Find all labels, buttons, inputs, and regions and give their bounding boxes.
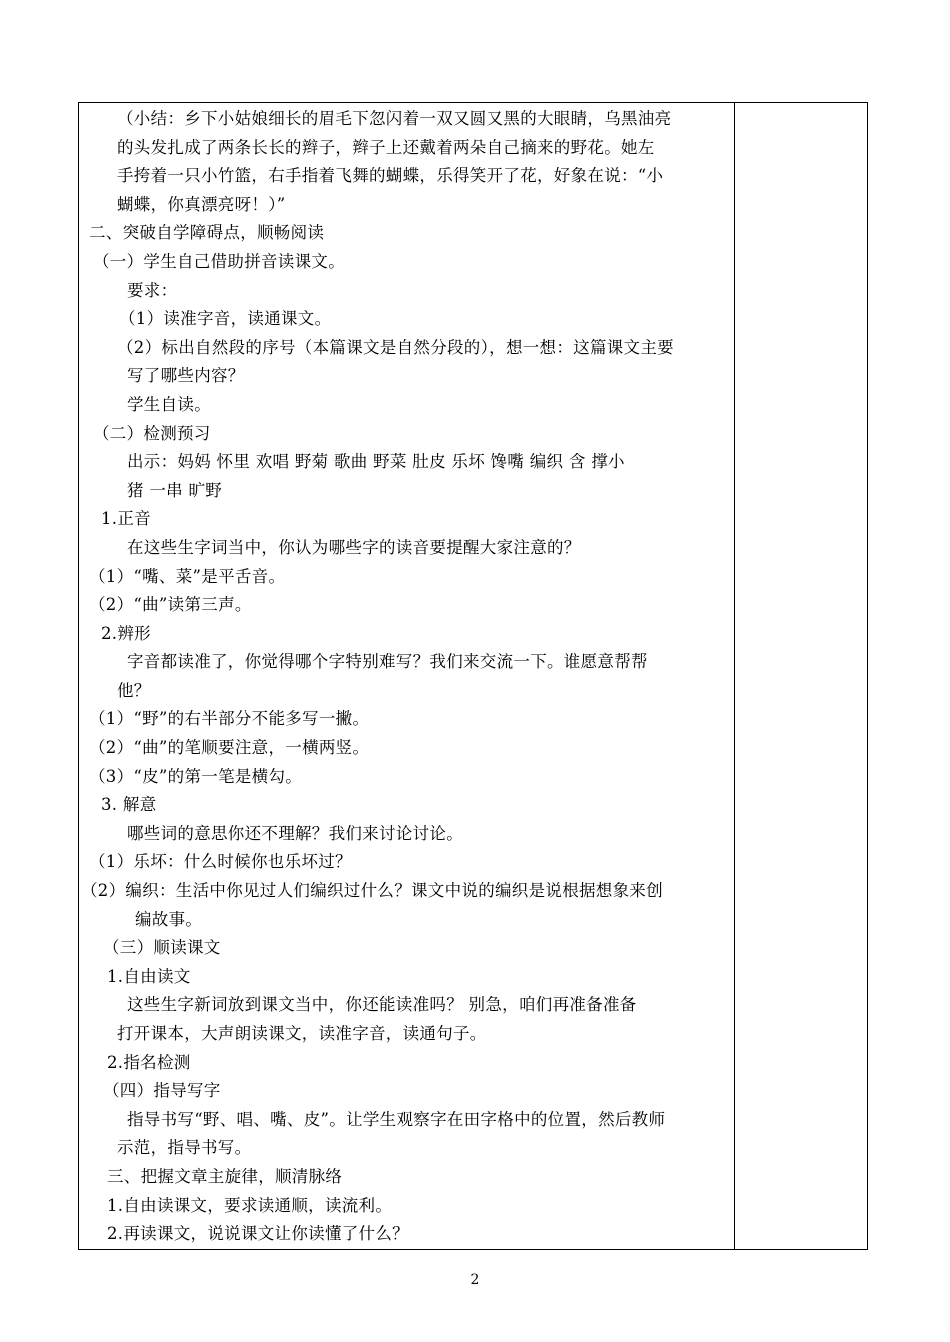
text-line: 3. 解意 bbox=[101, 795, 157, 815]
text-line: （2）“曲”的笔顺要注意，一横两竖。 bbox=[89, 738, 370, 758]
lesson-text bbox=[79, 103, 734, 1249]
text-line: 示范，指导书写。 bbox=[117, 1138, 252, 1158]
text-line: 编故事。 bbox=[135, 909, 203, 929]
text-line: 打开课本，大声朗读课文，读准字音，读通句子。 bbox=[117, 1024, 487, 1043]
text-line: 学生自读。 bbox=[127, 394, 211, 414]
lesson-plan-table bbox=[78, 102, 868, 1250]
text-line: （二）检测预习 bbox=[93, 423, 211, 443]
text-line: （三）顺读课文 bbox=[103, 938, 221, 958]
text-line: （一）学生自己借助拼音读课文。 bbox=[93, 251, 345, 271]
page-number: 2 bbox=[470, 1272, 480, 1288]
text-line: 的头发扎成了两条长长的辫子，辫子上还戴着两朵自己摘来的野花。她左 bbox=[117, 137, 655, 157]
text-line: （1）“嘴、菜”是平舌音。 bbox=[89, 566, 286, 586]
text-line: 猪 一串 旷野 bbox=[127, 480, 223, 500]
text-line: 1.自由读课文，要求读通顺，读流利。 bbox=[107, 1195, 393, 1215]
text-line: 2.指名检测 bbox=[107, 1052, 191, 1072]
text-line: 1.自由读文 bbox=[107, 966, 191, 986]
text-line: （3）“皮”的第一笔是横勾。 bbox=[89, 766, 303, 786]
text-line: 指导书写“野、唱、嘴、皮”。让学生观察字在田字格中的位置，然后教师 bbox=[127, 1109, 666, 1129]
text-line: 这些生字新词放到课文当中，你还能读准吗？ 别急，咱们再准备准备 bbox=[127, 995, 637, 1015]
text-line: （1）“野”的右半部分不能多写一撇。 bbox=[89, 709, 370, 729]
text-line: （1）读准字音，读通课文。 bbox=[119, 309, 332, 329]
text-line: （2）标出自然段的序号（本篇课文是自然分段的），想一想：这篇课文主要 bbox=[117, 337, 674, 357]
text-line: 他？ bbox=[117, 680, 151, 700]
text-line: 二、突破自学障碍点，顺畅阅读 bbox=[89, 223, 325, 243]
text-line: （2）“曲”读第三声。 bbox=[89, 595, 252, 615]
text-line: 三、把握文章主旋律，顺清脉络 bbox=[107, 1166, 343, 1186]
text-line: 出示：妈妈 怀里 欢唱 野菊 歌曲 野菜 肚皮 乐坏 馋嘴 编织 含 撑小 bbox=[127, 452, 625, 472]
text-line: 2.辨形 bbox=[101, 623, 151, 643]
text-line: （小结：乡下小姑娘细长的眉毛下忽闪着一双又圆又黑的大眼睛，乌黑油亮 bbox=[117, 109, 672, 128]
text-line: （1）乐坏：什么时候你也乐坏过？ bbox=[89, 852, 352, 872]
text-line: 哪些词的意思你还不理解？我们来讨论讨论。 bbox=[127, 823, 463, 843]
text-line: 手挎着一只小竹篮，右手指着飞舞的蝴蝶，乐得笑开了花，好象在说：“小 bbox=[117, 166, 664, 186]
text-line: 在这些生字词当中，你认为哪些字的读音要提醒大家注意的？ bbox=[127, 537, 581, 557]
text-line: 要求： bbox=[127, 280, 178, 300]
text-line: 写了哪些内容？ bbox=[127, 366, 245, 386]
text-line: （四）指导写字 bbox=[103, 1081, 221, 1101]
text-line: 蝴蝶，你真漂亮呀！）” bbox=[117, 194, 286, 214]
text-line: 字音都读准了，你觉得哪个字特别难写？我们来交流一下。谁愿意帮帮 bbox=[127, 652, 648, 672]
text-line: （2）编织：生活中你见过人们编织过什么？课文中说的编织是说根据想象来创 bbox=[81, 881, 663, 901]
text-line: 2.再读课文，说说课文让你读懂了什么？ bbox=[107, 1224, 409, 1244]
table-row bbox=[79, 103, 868, 1250]
main-content-cell bbox=[79, 103, 735, 1250]
text-line: 1.正音 bbox=[101, 509, 151, 529]
notes-cell bbox=[735, 103, 868, 1250]
